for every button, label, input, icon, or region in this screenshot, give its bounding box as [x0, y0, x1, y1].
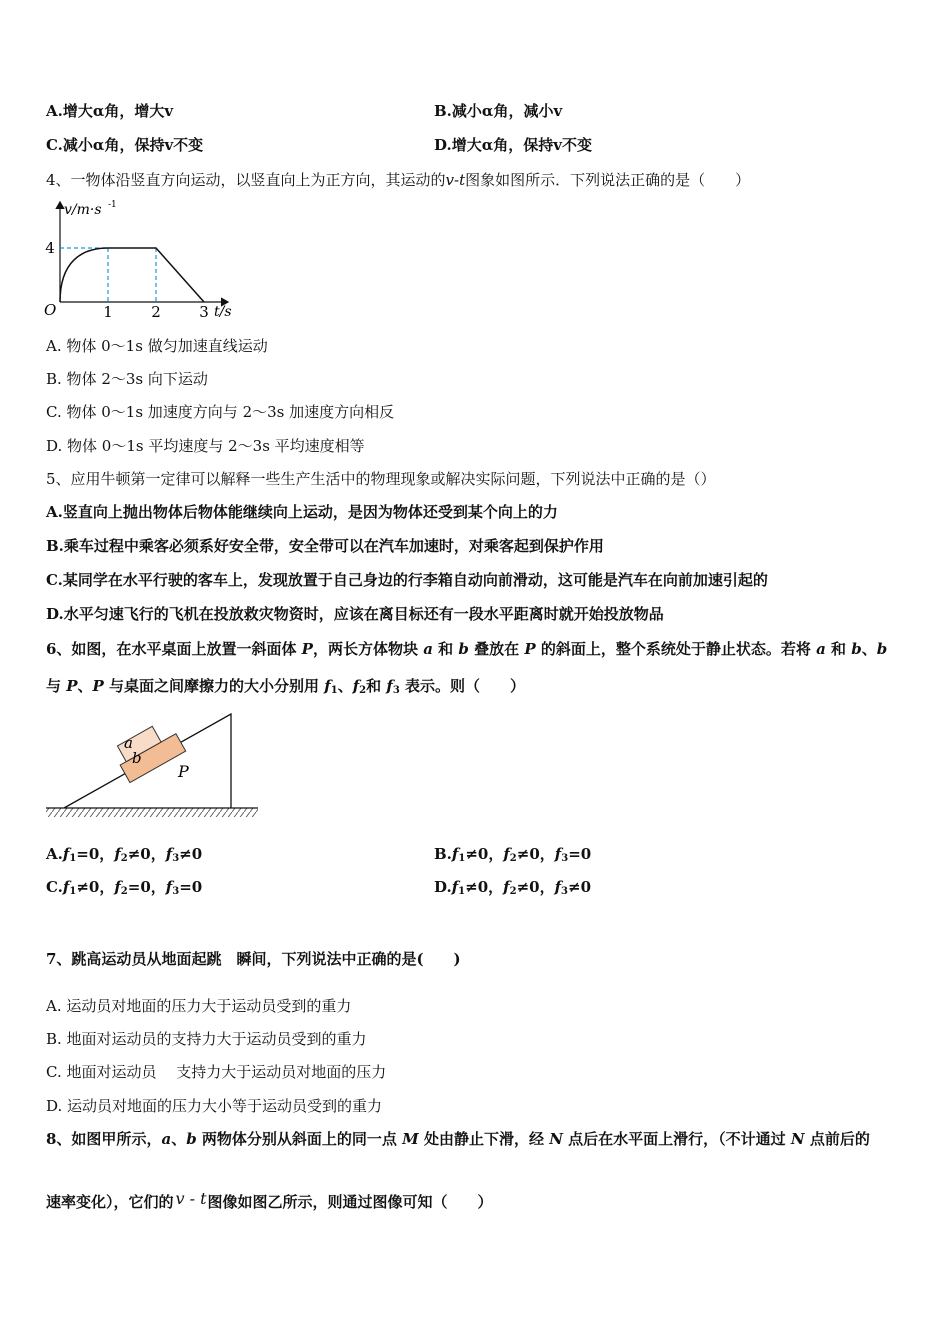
x-axis-label: t/s [214, 304, 232, 320]
q4-option-d: D. 物体 0～1s 平均速度与 2～3s 平均速度相等 [46, 437, 365, 455]
q4-option-a: A. 物体 0～1s 做匀加速直线运动 [46, 337, 268, 355]
q3-option-d: D.增大α角，保持v不变 [434, 136, 592, 154]
q5-stem: 5、应用牛顿第一定律可以解释一些生产生活中的物理现象或解决实际问题，下列说法中正确的是（） [46, 470, 716, 488]
q6-option-a: $A.f_1=0$，$f_2\ne 0$，$f_3\ne 0$ [46, 845, 203, 864]
q3-option-c: C.减小α角，保持v不变 [46, 136, 204, 154]
q4-vt-graph [40, 196, 250, 324]
q6-stem-line2: 与 P、P 与桌面之间摩擦力的大小分别用 $f_1$、$f_2$和 $f_3$ 表示。则（ ） [46, 677, 526, 696]
y-axis-label: v/m·s [64, 202, 102, 218]
x-tick-label-2: 2 [151, 303, 161, 321]
q4-stem: 4、一物体沿竖直方向运动，以竖直向上为正方向，其运动的v-t图象如图所示．下列说法正确的是（ ） [46, 171, 751, 189]
q5-option-b: B.乘车过程中乘客必须系好安全带，安全带可以在汽车加速时，对乘客起到保护作用 [46, 537, 604, 555]
q7-option-a: A. 运动员对地面的压力大于运动员受到的重力 [46, 997, 352, 1015]
origin-label: O [44, 301, 57, 319]
x-tick-label-3: 3 [199, 303, 209, 321]
wedge-P-label: P [178, 762, 189, 781]
q8-vt-symbol: v - t [175, 1189, 207, 1208]
q4-option-b: B. 物体 2～3s 向下运动 [46, 370, 208, 388]
y-axis-exponent: -1 [108, 200, 117, 210]
q6-wedge-diagram [46, 708, 262, 824]
y-tick-label: 4 [45, 239, 55, 257]
q4-vt-symbol: v-t [445, 171, 466, 189]
velocity-curve [60, 248, 204, 302]
q3-option-a: A.增大α角，增大v [46, 102, 174, 120]
block-a-label: a [124, 734, 133, 752]
x-tick-label-1: 1 [103, 303, 113, 321]
block-b-label: b [132, 749, 142, 767]
q3-option-b: B.减小α角，减小v [434, 102, 563, 120]
q4-option-c: C. 物体 0～1s 加速度方向与 2～3s 加速度方向相反 [46, 403, 395, 421]
q8-stem-line2: 速率变化），它们的 v - t 图像如图乙所示，则通过图像可知（ ） [46, 1189, 493, 1211]
ground-hatching [46, 808, 258, 817]
q8-stem-line1: 8、如图甲所示，a、b 两物体分别从斜面上的同一点 M 处由静止下滑，经 N 点后在水平面上滑行，（不计通过 N 点前后的 [46, 1130, 870, 1148]
q5-option-d: D.水平匀速飞行的飞机在投放救灾物资时，应该在离目标还有一段水平距离时就开始投放物品 [46, 605, 664, 623]
q5-option-c: C.某同学在水平行驶的客车上，发现放置于自己身边的行李箱自动向前滑动，这可能是汽车在向前加速引起的 [46, 571, 768, 589]
q7-stem: 7、跳高运动员从地面起跳 瞬间，下列说法中正确的是( ) [46, 950, 461, 968]
q6-option-d: $D.f_1\ne 0$，$f_2\ne 0$，$f_3\ne 0$ [434, 878, 592, 897]
q7-option-c: C. 地面对运动员 支持力大于运动员对地面的压力 [46, 1063, 387, 1081]
q7-option-d: D. 运动员对地面的压力大小等于运动员受到的重力 [46, 1097, 383, 1115]
q5-option-a: A.竖直向上抛出物体后物体能继续向上运动，是因为物体还受到某个向上的力 [46, 503, 558, 521]
q6-stem-line1: 6、如图，在水平桌面上放置一斜面体 P，两长方体物块 a 和 b 叠放在 P 的斜面上，整个系统处于静止状态。若将 a 和 b、b [46, 640, 888, 658]
q7-option-b: B. 地面对运动员的支持力大于运动员受到的重力 [46, 1030, 367, 1048]
q6-option-b: $B.f_1\ne 0$，$f_2\ne 0$，$f_3=0$ [434, 845, 592, 864]
q6-option-c: $C.f_1\ne 0$，$f_2=0$，$f_3=0$ [46, 878, 203, 897]
